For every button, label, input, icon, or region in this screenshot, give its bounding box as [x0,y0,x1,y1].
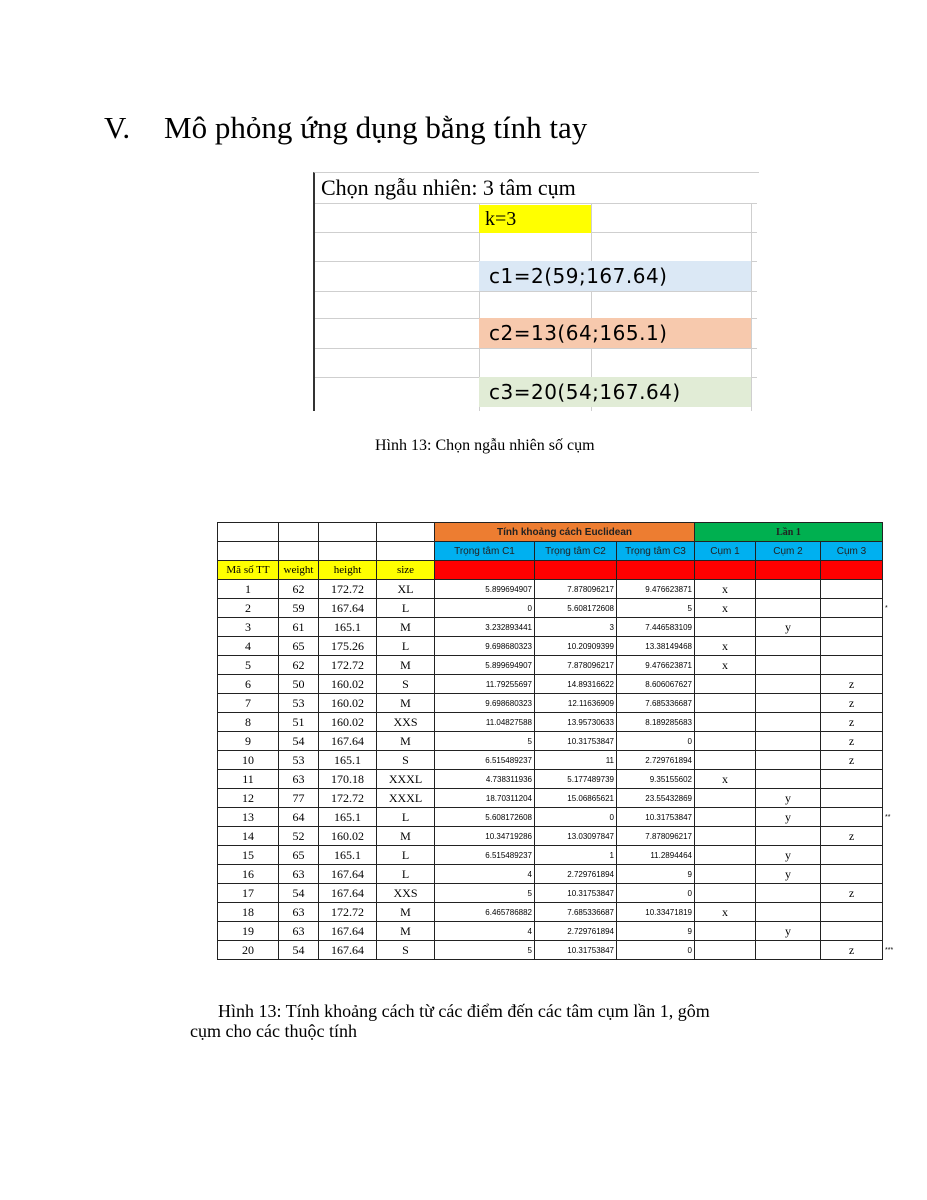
grid-row [315,348,757,378]
table-cell: * [885,604,888,612]
table-cell: 4 [218,637,279,656]
table-cell: 5.899694907 [435,580,535,599]
table-cell: 172.72 [319,903,377,922]
figure-random-centroids [313,172,759,411]
table-cell: 0 [435,599,535,618]
table-cell [756,770,821,789]
table-cell [821,865,883,884]
table-cell: 167.64 [319,732,377,751]
col-header-cum1: Cụm 1 [695,542,756,561]
table-cell: 6.515489237 [435,846,535,865]
table-cell: x [695,637,756,656]
table-cell: 12 [218,789,279,808]
table-cell: 9.698680323 [435,637,535,656]
table-cell: y [756,789,821,808]
table-cell: 2.729761894 [535,865,617,884]
table-cell: 160.02 [319,713,377,732]
table-group-header-row [218,523,903,542]
table-cell: 1 [535,846,617,865]
table-cell: 172.72 [319,580,377,599]
table-cell: 16 [218,865,279,884]
table-cell: 5.177489739 [535,770,617,789]
table-cell [883,865,903,884]
table-row [218,751,903,770]
table-cell [883,903,903,922]
table-cell: z [821,732,883,751]
table-cell: 15 [218,846,279,865]
table-cell: 54 [279,941,319,960]
table-cell: 14 [218,827,279,846]
table-cell: 61 [279,618,319,637]
table-cell [695,846,756,865]
table-cell: 53 [279,751,319,770]
table-cell: y [756,808,821,827]
table-cell [756,903,821,922]
table-cell: 167.64 [319,599,377,618]
col-header-cum3: Cụm 3 [821,542,883,561]
k-value-cell: k=3 [479,205,591,233]
table-cell: 13.38149468 [617,637,695,656]
table-cell: 172.72 [319,656,377,675]
table-cell: 7.878096217 [617,827,695,846]
table-cell: 165.1 [319,808,377,827]
table-cell: 4 [435,922,535,941]
table-cell [695,675,756,694]
table-cell: 6.515489237 [435,751,535,770]
col-header-cum2: Cụm 2 [756,542,821,561]
table-cell: 18.70311204 [435,789,535,808]
table-cell: 9.476623871 [617,656,695,675]
table-row [218,808,903,827]
table-cell: 9.698680323 [435,694,535,713]
table-cell: L [377,865,435,884]
table-cell: M [377,656,435,675]
table-cell: L [377,846,435,865]
table-row [218,903,903,922]
table-cell: 62 [279,580,319,599]
table-row [218,675,903,694]
table-cell [695,941,756,960]
table-cell [756,675,821,694]
col-header-height: height [319,561,377,580]
table-cell: y [756,846,821,865]
table-cell [883,637,903,656]
table-cell: XL [377,580,435,599]
figure-distance-table [217,522,903,960]
table-cell [695,618,756,637]
section-number: V. [104,110,131,145]
table-cell: 53 [279,694,319,713]
table-cell: 9.35155602 [617,770,695,789]
table-cell [756,941,821,960]
table-cell [695,808,756,827]
table-cell: 12.11636909 [535,694,617,713]
table-cell: L [377,808,435,827]
table-row [218,713,903,732]
table-cell [756,637,821,656]
section-title: Mô phỏng ứng dụng bằng tính tay [164,110,588,145]
table-row [218,599,903,618]
table-cell: 0 [535,808,617,827]
table-cell: XXS [377,713,435,732]
lan1-group-header: Lần 1 [695,523,883,542]
table-cell: 5 [435,884,535,903]
table-cell: 5.608172608 [435,808,535,827]
table-cell [756,580,821,599]
table-cell: x [695,770,756,789]
table-cell: 167.64 [319,941,377,960]
table-cell [821,903,883,922]
table-cell: z [821,713,883,732]
table-cell: 14.89316622 [535,675,617,694]
table-cell: 10.31753847 [617,808,695,827]
table-cell: 5.899694907 [435,656,535,675]
table-cell: XXXL [377,789,435,808]
table-cell [695,827,756,846]
table-cell: 0 [617,941,695,960]
table-row [218,732,903,751]
table-cell [756,884,821,903]
table-cell [756,656,821,675]
table-cell: 63 [279,903,319,922]
table-cell: 167.64 [319,922,377,941]
table-sub-header-row [218,542,903,561]
table-cell: y [756,618,821,637]
table-cell: 17 [218,884,279,903]
table-cell: z [821,694,883,713]
table-row [218,922,903,941]
table-cell: 0 [617,884,695,903]
table-cell: 62 [279,656,319,675]
table-cell: 77 [279,789,319,808]
table-cell: 9.476623871 [617,580,695,599]
table-cell: 172.72 [319,789,377,808]
table-cell [695,751,756,770]
centroid-c1-cell: c1=2(59;167.64) [479,261,751,291]
table-cell: M [377,827,435,846]
table-cell: M [377,694,435,713]
table-cell: M [377,903,435,922]
table-cell: 11 [218,770,279,789]
table-cell [695,922,756,941]
grid-column-line [751,203,752,411]
table-cell: 7.878096217 [535,656,617,675]
table-cell: 5 [435,732,535,751]
col-header-weight: weight [279,561,319,580]
table-cell: 5.608172608 [535,599,617,618]
table-cell: 8.606067627 [617,675,695,694]
table-cell: 52 [279,827,319,846]
table-cell: L [377,637,435,656]
table-cell [695,694,756,713]
figure1-caption: Hình 13: Chọn ngẫu nhiên số cụm [375,437,595,454]
table-row [218,637,903,656]
table-cell: 160.02 [319,694,377,713]
table-cell: 6.465786882 [435,903,535,922]
col-header-c2: Trọng tâm C2 [535,542,617,561]
table-cell [821,599,883,618]
table-cell: M [377,732,435,751]
centroid-c2-cell: c2=13(64;165.1) [479,318,751,348]
table-cell: M [377,618,435,637]
table-cell [695,789,756,808]
table-cell [883,580,903,599]
table-cell: 54 [279,732,319,751]
table-cell: 13 [218,808,279,827]
table-cell [883,675,903,694]
figure2-caption-line2: cụm cho các thuộc tính [190,1021,357,1041]
table-cell: S [377,751,435,770]
table-cell: 0 [617,732,695,751]
table-row [218,789,903,808]
table-cell: 2.729761894 [617,751,695,770]
table-cell: 7.685336687 [617,694,695,713]
table-cell: 9 [617,922,695,941]
table-cell: z [821,751,883,770]
table-cell: 167.64 [319,884,377,903]
table-cell: 170.18 [319,770,377,789]
table-cell: 10.33471819 [617,903,695,922]
table-cell: 10 [218,751,279,770]
table-row [218,827,903,846]
table-cell: 7.446583109 [617,618,695,637]
table-cell [695,732,756,751]
table-cell [821,922,883,941]
table-cell: 11.79255697 [435,675,535,694]
table-row [218,941,903,960]
table-cell [883,789,903,808]
table-cell: 160.02 [319,675,377,694]
table-cell: x [695,903,756,922]
grid-row [315,291,757,319]
table-cell: 63 [279,770,319,789]
table-cell: 64 [279,808,319,827]
table-row [218,656,903,675]
table-cell [695,884,756,903]
table-cell: 65 [279,846,319,865]
section-heading [104,110,587,146]
figure2-caption [190,1001,828,1041]
table-cell: z [821,827,883,846]
table-cell: z [821,675,883,694]
figure1-title: Chọn ngẫu nhiên: 3 tâm cụm [321,175,576,200]
table-cell: 8.189285683 [617,713,695,732]
table-cell: 23.55432869 [617,789,695,808]
table-cell: XXS [377,884,435,903]
table-cell: 5 [617,599,695,618]
table-cell: 175.26 [319,637,377,656]
table-cell [883,846,903,865]
table-cell: 165.1 [319,846,377,865]
table-cell [695,865,756,884]
table-cell: 51 [279,713,319,732]
table-cell: x [695,656,756,675]
col-header-size: size [377,561,435,580]
table-cell: 6 [218,675,279,694]
table-cell: 15.06865621 [535,789,617,808]
table-cell: ** [885,813,891,821]
table-cell: M [377,922,435,941]
table-cell: 13.03097847 [535,827,617,846]
table-cell: 11.2894464 [617,846,695,865]
table-cell: 3 [218,618,279,637]
figure2-caption-line1: Hình 13: Tính khoảng cách từ các điểm đến các tâm cụm lần 1, gôm [218,1001,710,1021]
table-cell: S [377,941,435,960]
table-cell: 1 [218,580,279,599]
table-cell: 10.34719286 [435,827,535,846]
table-cell: 7.878096217 [535,580,617,599]
table-cell: x [695,580,756,599]
table-cell [821,846,883,865]
table-cell: 5 [218,656,279,675]
table-cell: 65 [279,637,319,656]
table-cell: L [377,599,435,618]
table-cell: 167.64 [319,865,377,884]
table-row [218,846,903,865]
col-header-c1: Trọng tâm C1 [435,542,535,561]
table-cell [821,770,883,789]
table-row [218,694,903,713]
table-cell: 50 [279,675,319,694]
col-header-id: Mã số TT [218,561,279,580]
table-cell [821,580,883,599]
table-row [218,580,903,599]
table-cell: 165.1 [319,751,377,770]
distance-table [217,522,903,960]
table-cell: XXXL [377,770,435,789]
table-cell [883,922,903,941]
table-cell: 10.20909399 [535,637,617,656]
table-cell: x [695,599,756,618]
table-cell: 7 [218,694,279,713]
table-cell [883,884,903,903]
table-cell: *** [885,946,894,954]
table-cell: 59 [279,599,319,618]
table-cell [883,656,903,675]
table-cell [756,694,821,713]
table-cell [756,751,821,770]
centroid-c3-cell: c3=20(54;167.64) [479,377,751,407]
table-cell: 2.729761894 [535,922,617,941]
table-cell: 11 [535,751,617,770]
table-cell: 160.02 [319,827,377,846]
table-cell: y [756,922,821,941]
col-header-c3: Trọng tâm C3 [617,542,695,561]
table-cell [695,713,756,732]
table-cell [821,808,883,827]
table-cell [821,637,883,656]
table-row [218,618,903,637]
table-cell: 63 [279,922,319,941]
table-cell: 165.1 [319,618,377,637]
table-cell: 7.685336687 [535,903,617,922]
table-row [218,865,903,884]
table-cell [756,732,821,751]
table-cell [883,732,903,751]
euclid-group-header: Tính khoảng cách Euclidean [435,523,695,542]
table-cell: z [821,941,883,960]
table-cell: 3.232893441 [435,618,535,637]
table-cell: 8 [218,713,279,732]
table-cell: 5 [435,941,535,960]
table-cell: S [377,675,435,694]
table-cell: 3 [535,618,617,637]
table-cell [821,618,883,637]
table-row [218,770,903,789]
table-cell: y [756,865,821,884]
table-cell: 63 [279,865,319,884]
table-cell: 19 [218,922,279,941]
table-cell: 10.31753847 [535,884,617,903]
table-cell: 20 [218,941,279,960]
table-cell [883,827,903,846]
table-cell: 54 [279,884,319,903]
table-cell [756,713,821,732]
table-cell [821,789,883,808]
table-cell: 4.738311936 [435,770,535,789]
table-column-header-row [218,561,903,580]
table-cell [821,656,883,675]
table-row [218,884,903,903]
table-cell: 2 [218,599,279,618]
table-cell: 10.31753847 [535,732,617,751]
table-cell [883,618,903,637]
grid-row [315,232,757,262]
table-cell [883,751,903,770]
table-cell [756,599,821,618]
table-cell: 4 [435,865,535,884]
table-cell: 11.04827588 [435,713,535,732]
table-cell: z [821,884,883,903]
table-cell: 10.31753847 [535,941,617,960]
table-cell [883,694,903,713]
table-cell: 9 [617,865,695,884]
table-cell [883,770,903,789]
table-cell: 13.95730633 [535,713,617,732]
table-cell: 9 [218,732,279,751]
table-cell: 18 [218,903,279,922]
table-cell [756,827,821,846]
table-cell [883,713,903,732]
